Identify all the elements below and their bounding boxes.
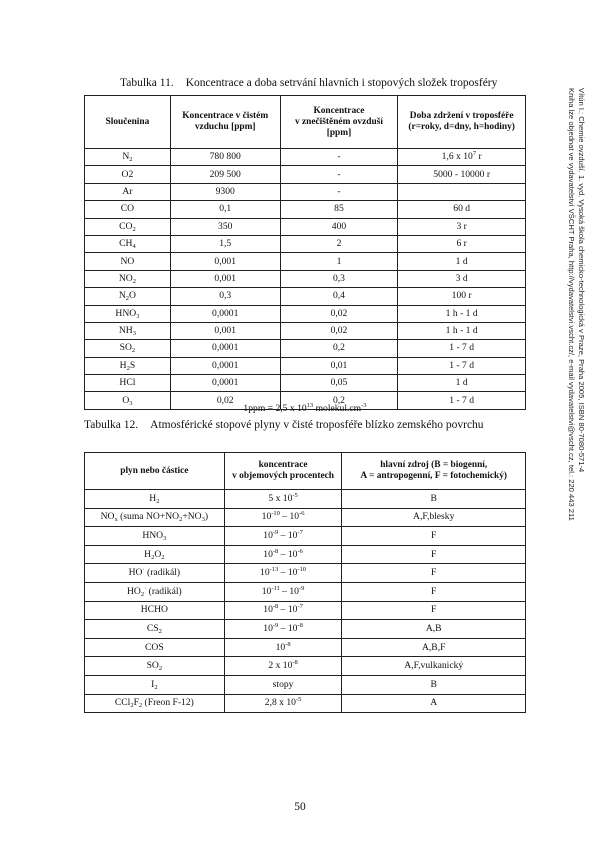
table-row	[85, 322, 526, 339]
table-cell: -	[280, 166, 398, 183]
table-row	[85, 166, 526, 183]
table-cell: 209 500	[170, 166, 280, 183]
table-cell: $H_2O_2$	[85, 545, 225, 564]
table-cell: $10^{-8}$	[224, 638, 342, 657]
table-cell: 0,02	[170, 392, 280, 409]
table-cell: CO	[85, 201, 171, 218]
table-cell: 0,001	[170, 253, 280, 270]
table-cell: 9300	[170, 183, 280, 200]
table-cell: 1 - 7 d	[398, 392, 526, 409]
table-12-body	[85, 490, 526, 713]
table-cell: 85	[280, 201, 398, 218]
table-row	[85, 218, 526, 235]
table-cell: 1 d	[398, 253, 526, 270]
table-cell: F	[342, 582, 526, 601]
table-cell: 0,0001	[170, 340, 280, 357]
table-row	[85, 375, 526, 392]
table-11-header-3: Doba zdržení v troposféře (r=roky, d=dny, h=hodiny)	[398, 96, 526, 149]
table-cell: $10^{-8} - 10^{-6}$	[224, 545, 342, 564]
table-cell: $10^{-11} - 10^{-9}$	[224, 582, 342, 601]
table-cell: 2	[280, 235, 398, 252]
table-cell: 100 r	[398, 288, 526, 305]
table-cell: $10^{-10} - 10^{-6}$	[224, 508, 342, 527]
table-cell: B	[342, 675, 526, 694]
table-cell: 0,0001	[170, 305, 280, 322]
table-cell: A,F,blesky	[342, 508, 526, 527]
table-cell: HCl	[85, 375, 171, 392]
table-cell: 1 - 7 d	[398, 340, 526, 357]
table-row	[85, 270, 526, 287]
table-cell: A,F,vulkanický	[342, 657, 526, 676]
table-12-caption	[84, 418, 536, 432]
table-cell	[398, 183, 526, 200]
table-row	[85, 620, 526, 639]
side-citation-line-2: Kniha lze objednat ve vydavatelství VŠCHT Praha, http://vydavatelstvi.vscht.cz/, e-mail vydavatelstvi@vscht.cz, tel.: 220 443 211	[567, 88, 576, 521]
table-cell: 0,3	[280, 270, 398, 287]
table-cell: 5 x $10^{-5}$	[224, 490, 342, 509]
table-cell: $CCl_2F_2$ (Freon F-12)	[85, 694, 225, 713]
table-row	[85, 564, 526, 583]
table-cell: $10^{-9} - 10^{-8}$	[224, 620, 342, 639]
table-11	[84, 95, 526, 410]
table-11-caption-number: Tabulka 11.	[120, 77, 174, 89]
table-cell: 780 800	[170, 149, 280, 166]
table-cell: $N_2$	[85, 149, 171, 166]
table-cell: 400	[280, 218, 398, 235]
table-row	[85, 601, 526, 620]
table-cell: -	[280, 149, 398, 166]
table-12-caption-text: Atmosférické stopové plyny v čisté troposféře blízko zemského povrchu	[150, 419, 484, 431]
table-cell: HCHO	[85, 601, 225, 620]
table-cell: O2	[85, 166, 171, 183]
table-cell: $10^{-9} - 10^{-7}$	[224, 527, 342, 546]
ppm-conversion-note: 1ppm = 2,5 x $10^{13}$ $molekul.cm^{-3}$	[243, 402, 367, 414]
table-cell: 0,1	[170, 201, 280, 218]
table-11-header-1: Koncentrace v čistém vzduchu [ppm]	[170, 96, 280, 149]
table-cell: -	[280, 183, 398, 200]
table-cell: 0,2	[280, 392, 398, 409]
table-cell: Ar	[85, 183, 171, 200]
table-cell: $CO_2$	[85, 218, 171, 235]
table-cell: 2,8 x $10^{-5}$	[224, 694, 342, 713]
table-11-header-row	[85, 96, 526, 149]
table-cell: 0,01	[280, 357, 398, 374]
table-cell: $SO_2$	[85, 340, 171, 357]
table-cell: F	[342, 527, 526, 546]
table-12-caption-number: Tabulka 12.	[84, 419, 139, 431]
table-cell: $H_2$	[85, 490, 225, 509]
table-cell: 1 d	[398, 375, 526, 392]
table-cell: 0,4	[280, 288, 398, 305]
table-12-header-0: plyn nebo částice	[85, 453, 225, 490]
table-cell: 5000 - 10000 r	[398, 166, 526, 183]
table-cell: $N_2O$	[85, 288, 171, 305]
table-cell: 0,2	[280, 340, 398, 357]
table-cell: $I_2$	[85, 675, 225, 694]
table-cell: 3 d	[398, 270, 526, 287]
table-row	[85, 235, 526, 252]
table-cell: F	[342, 601, 526, 620]
table-row	[85, 340, 526, 357]
table-cell: $CH_4$	[85, 235, 171, 252]
table-11-caption	[120, 76, 497, 90]
table-row	[85, 638, 526, 657]
table-cell: A,B,F	[342, 638, 526, 657]
table-cell: 0,0001	[170, 375, 280, 392]
table-cell: 1,6 x $10^7$ r	[398, 149, 526, 166]
table-11-header-2: Koncentrace v znečištěném ovzduší [ppm]	[280, 96, 398, 149]
table-row	[85, 183, 526, 200]
side-citation-line-1: Vítún I.: Chemie ovzduší. 1. vyd. Vysoká škola chemicko-technologická v Praze, Praha 2005, ISBN 80-7080-571-4	[577, 88, 586, 473]
table-cell: $SO_2$	[85, 657, 225, 676]
table-cell: 6 r	[398, 235, 526, 252]
table-cell: $HNO_3$	[85, 527, 225, 546]
table-row	[85, 582, 526, 601]
table-cell: 3 r	[398, 218, 526, 235]
table-cell: 0,02	[280, 322, 398, 339]
table-cell: $HNO_3$	[85, 305, 171, 322]
table-row	[85, 305, 526, 322]
table-cell: 0,05	[280, 375, 398, 392]
table-cell: $CS_2$	[85, 620, 225, 639]
table-cell: 0,001	[170, 322, 280, 339]
table-cell: 350	[170, 218, 280, 235]
table-11-header-0: Sloučenina	[85, 96, 171, 149]
table-cell: 60 d	[398, 201, 526, 218]
table-row	[85, 288, 526, 305]
table-cell: COS	[85, 638, 225, 657]
table-cell: $NO_x$ (suma $NO+NO_2+NO_3$)	[85, 508, 225, 527]
table-cell: $NO_2$	[85, 270, 171, 287]
table-row	[85, 527, 526, 546]
table-cell: 0,3	[170, 288, 280, 305]
table-cell: $HO_2^\cdot$ (radikál)	[85, 582, 225, 601]
table-cell: F	[342, 545, 526, 564]
table-row	[85, 657, 526, 676]
table-cell: F	[342, 564, 526, 583]
table-row	[85, 545, 526, 564]
table-cell: $H_2S$	[85, 357, 171, 374]
table-row	[85, 694, 526, 713]
table-11-body	[85, 149, 526, 410]
table-cell: stopy	[224, 675, 342, 694]
table-row	[85, 675, 526, 694]
table-cell: $10^{-8} - 10^{-7}$	[224, 601, 342, 620]
table-row	[85, 253, 526, 270]
table-cell: NO	[85, 253, 171, 270]
page-number: 50	[294, 801, 306, 813]
table-12	[84, 452, 526, 713]
table-cell: A,B	[342, 620, 526, 639]
table-cell: B	[342, 490, 526, 509]
table-cell: 1 h - 1 d	[398, 322, 526, 339]
table-cell: 0,001	[170, 270, 280, 287]
table-cell: 1	[280, 253, 398, 270]
table-cell: $10^{-13} - 10^{-10}$	[224, 564, 342, 583]
table-12-header-row	[85, 453, 526, 490]
table-row	[85, 149, 526, 166]
table-row	[85, 357, 526, 374]
table-cell: 0,0001	[170, 357, 280, 374]
table-row	[85, 508, 526, 527]
table-cell: 0,02	[280, 305, 398, 322]
table-12-header-1: koncentrace v objemových procentech	[224, 453, 342, 490]
table-cell: $O_3$	[85, 392, 171, 409]
table-11-caption-text: Koncentrace a doba setrvání hlavních i stopových složek troposféry	[185, 77, 498, 89]
table-cell: 2 x $10^{-8}$	[224, 657, 342, 676]
table-12-header-2: hlavní zdroj (B = biogenní, A = antropogenní, F = fotochemický)	[342, 453, 526, 490]
table-cell: $NH_3$	[85, 322, 171, 339]
table-cell: 1 - 7 d	[398, 357, 526, 374]
table-cell: HO· (radikál)	[85, 564, 225, 583]
table-row	[85, 490, 526, 509]
table-cell: 1,5	[170, 235, 280, 252]
table-row	[85, 201, 526, 218]
table-cell: A	[342, 694, 526, 713]
table-cell: 1 h - 1 d	[398, 305, 526, 322]
